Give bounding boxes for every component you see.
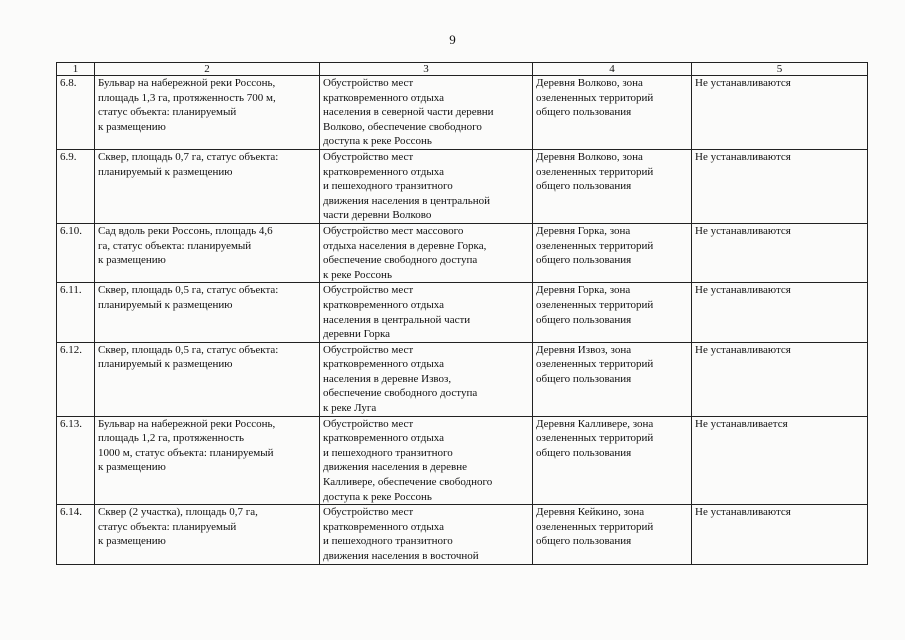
cell-line: кратковременного отдыха (323, 165, 444, 178)
cell-line: Обустройство мест (323, 343, 414, 356)
cell-line: кратковременного отдыха (323, 298, 444, 311)
cell-line: кратковременного отдыха (323, 520, 444, 533)
cell-purpose (320, 416, 533, 505)
cell-line: обеспечение свободного доступа (323, 387, 478, 400)
cell-line: общего пользования (536, 446, 632, 459)
cell-line: Сквер, площадь 0,5 га, статус объекта: (98, 284, 279, 297)
cell-zones (692, 505, 868, 564)
header-cell-1: 1 (57, 63, 95, 76)
cell-line: части деревни Волково (323, 209, 432, 222)
cell-zones (692, 416, 868, 505)
cell-line: Не устанавливаются (695, 284, 791, 297)
cell-line: общего пользования (536, 313, 632, 326)
cell-number: 6.12. (57, 342, 95, 416)
cell-line: озелененных территорий (536, 91, 654, 104)
table-row (57, 342, 868, 416)
cell-line: Деревня Волково, зона (536, 150, 643, 163)
cell-line: Сад вдоль реки Россонь, площадь 4,6 (98, 224, 273, 237)
cell-line: Обустройство мест (323, 77, 414, 89)
cell-line: Сквер, площадь 0,7 га, статус объекта: (98, 150, 279, 163)
cell-location (533, 342, 692, 416)
cell-number: 6.9. (57, 149, 95, 223)
cell-line: озелененных территорий (536, 298, 654, 311)
cell-line: Деревня Извоз, зона (536, 343, 632, 356)
cell-line: обеспечение свободного доступа (323, 254, 478, 267)
cell-line: 1000 м, статус объекта: планируемый (98, 446, 274, 459)
cell-line: Обустройство мест (323, 506, 414, 519)
table-row (57, 223, 868, 282)
cell-line: озелененных территорий (536, 432, 654, 445)
cell-line: площадь 1,3 га, протяженность 700 м, (98, 91, 276, 104)
cell-line: к размещению (98, 535, 166, 548)
cell-line: Не устанавливаются (695, 224, 791, 237)
cell-line: Обустройство мест массового (323, 224, 464, 237)
cell-line: к размещению (98, 254, 166, 267)
cell-line: общего пользования (536, 535, 632, 548)
cell-line: озелененных территорий (536, 520, 654, 533)
table-row (57, 76, 868, 150)
cell-line: деревни Горка (323, 328, 391, 341)
cell-line: озелененных территорий (536, 165, 654, 178)
header-cell-4: 4 (533, 63, 692, 76)
cell-line: Деревня Горка, зона (536, 284, 631, 297)
cell-object (95, 149, 320, 223)
cell-line: Сквер, площадь 0,5 га, статус объекта: (98, 343, 279, 356)
cell-line: планируемый к размещению (98, 298, 233, 311)
cell-line: Деревня Кейкино, зона (536, 506, 645, 519)
header-cell-2: 2 (95, 63, 320, 76)
cell-line: Деревня Волково, зона (536, 77, 643, 89)
cell-line: населения в центральной части (323, 313, 471, 326)
cell-line: га, статус объекта: планируемый (98, 239, 252, 252)
cell-line: движения населения в восточной (323, 550, 479, 562)
cell-line: отдыха населения в деревне Горка, (323, 239, 487, 252)
cell-object (95, 505, 320, 564)
cell-line: Обустройство мест (323, 150, 414, 163)
cell-location (533, 223, 692, 282)
cell-object (95, 283, 320, 342)
table-row (57, 505, 868, 564)
table-header (57, 63, 868, 76)
cell-object (95, 76, 320, 150)
cell-location (533, 283, 692, 342)
cell-line: кратковременного отдыха (323, 432, 444, 445)
cell-line: Бульвар на набережной реки Россонь, (98, 417, 276, 430)
cell-line: Волково, обеспечение свободного (323, 120, 482, 133)
cell-line: Сквер (2 участка), площадь 0,7 га, (98, 506, 258, 519)
cell-line: Не устанавливаются (695, 150, 791, 163)
cell-purpose (320, 76, 533, 150)
table-row (57, 283, 868, 342)
cell-location (533, 76, 692, 150)
cell-line: Не устанавливаются (695, 77, 791, 89)
cell-line: озелененных территорий (536, 239, 654, 252)
cell-line: к размещению (98, 120, 166, 133)
cell-line: населения в северной части деревни (323, 106, 494, 119)
cell-object (95, 223, 320, 282)
cell-line: Бульвар на набережной реки Россонь, (98, 77, 276, 89)
cell-location (533, 149, 692, 223)
cell-line: населения в деревне Извоз, (323, 372, 452, 385)
cell-line: кратковременного отдыха (323, 358, 444, 371)
cell-line: к реке Луга (323, 402, 377, 415)
cell-location (533, 505, 692, 564)
cell-line: к реке Россонь (323, 268, 392, 281)
cell-line: Калливере, обеспечение свободного (323, 476, 493, 489)
cell-purpose (320, 149, 533, 223)
cell-purpose (320, 283, 533, 342)
cell-line: статус объекта: планируемый (98, 520, 237, 533)
cell-line: Не устанавливаются (695, 506, 791, 519)
cell-line: движения населения в центральной (323, 194, 491, 207)
table-row (57, 416, 868, 505)
cell-location (533, 416, 692, 505)
objects-table (56, 62, 868, 565)
cell-line: Деревня Калливере, зона (536, 417, 654, 430)
page-number: 9 (449, 32, 456, 47)
cell-line: доступа к реке Россонь (323, 135, 432, 148)
cell-line: Деревня Горка, зона (536, 224, 631, 237)
cell-line: Обустройство мест (323, 417, 414, 430)
cell-number: 6.14. (57, 505, 95, 564)
header-cell-3: 3 (320, 63, 533, 76)
cell-zones (692, 283, 868, 342)
cell-zones (692, 76, 868, 150)
cell-zones (692, 223, 868, 282)
cell-line: Обустройство мест (323, 284, 414, 297)
cell-line: к размещению (98, 461, 166, 474)
cell-line: Не устанавливаются (695, 343, 791, 356)
cell-line: общего пользования (536, 106, 632, 119)
cell-line: доступа к реке Россонь (323, 490, 432, 503)
cell-line: площадь 1,2 га, протяженность (98, 432, 245, 445)
cell-purpose (320, 342, 533, 416)
cell-number: 6.13. (57, 416, 95, 505)
cell-line: общего пользования (536, 180, 632, 193)
cell-line: планируемый к размещению (98, 165, 233, 178)
cell-line: движения населения в деревне (323, 461, 467, 474)
cell-number: 6.8. (57, 76, 95, 150)
cell-purpose (320, 223, 533, 282)
cell-number: 6.10. (57, 223, 95, 282)
cell-line: общего пользования (536, 254, 632, 267)
cell-line: кратковременного отдыха (323, 91, 444, 104)
cell-line: общего пользования (536, 372, 632, 385)
cell-line: озелененных территорий (536, 358, 654, 371)
cell-line: и пешеходного транзитного (323, 446, 453, 459)
table-row (57, 149, 868, 223)
cell-zones (692, 149, 868, 223)
header-row (57, 63, 868, 76)
cell-zones (692, 342, 868, 416)
cell-object (95, 416, 320, 505)
cell-line: и пешеходного транзитного (323, 535, 453, 548)
cell-line: Не устанавливается (695, 417, 788, 430)
cell-purpose (320, 505, 533, 564)
cell-line: статус объекта: планируемый (98, 106, 237, 119)
cell-line: планируемый к размещению (98, 358, 233, 371)
table-body (57, 76, 868, 565)
cell-object (95, 342, 320, 416)
cell-number: 6.11. (57, 283, 95, 342)
header-cell-5: 5 (692, 63, 868, 76)
cell-line: и пешеходного транзитного (323, 180, 453, 193)
